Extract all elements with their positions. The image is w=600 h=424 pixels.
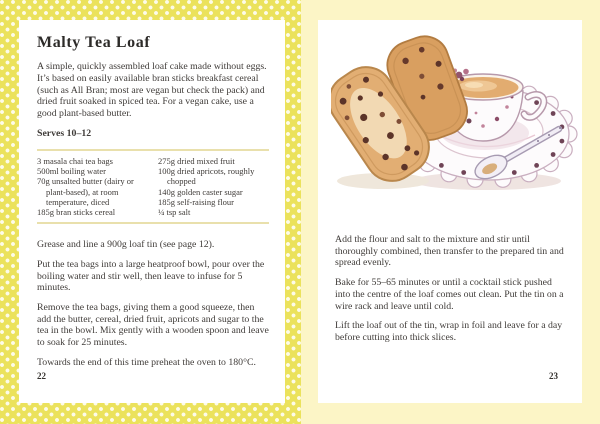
tea-loaf-illustration [318,26,582,208]
method-step: Bake for 55–65 minutes or until a cocktail stick pushed into the centre of the loaf comes out clean. Put the tin on a wire rack and leave until cold. [335,277,564,312]
ingredients-list [37,156,269,217]
ingredients-divider-top [37,149,269,151]
page-number-right: 23 [549,371,558,381]
method-step: Put the tea bags into a large heatproof bowl, pour over the boiling water and stir well, then leave to infuse for 5 minutes. [37,258,265,294]
method-step: Lift the loaf out of the tin, wrap in foil and leave for a day before cutting into thick slices. [335,320,563,343]
page-number-left: 22 [37,371,46,381]
serves-line: Serves 10–12 [37,127,92,139]
ingredient: 500ml boiling water [37,166,106,177]
left-page-content [19,20,285,403]
ingredient: 185g bran sticks cereal [37,207,116,217]
method-step: Towards the end of this time preheat the oven to 180°C. [37,356,256,368]
ingredient: 185g self-raising flour [158,196,235,207]
method-steps-right [335,234,565,344]
ingredients-column-1 [37,156,148,217]
method-step: Remove the tea bags, giving them a good squeeze, then add the butter, cereal, dried fruit, apricots and sugar to the tea in the bowl. Mix gently with a wooden spoon and leave to soak for 25 minutes. [37,302,269,349]
ingredients-column-2 [158,156,269,217]
method-step: Add the flour and salt to the mixture and stir until thoroughly combined, then transfer to the prepared tin and spread evenly. [335,234,564,269]
method-step: Grease and line a 900g loaf tin (see page 12). [37,239,215,251]
recipe-intro: A simple, quickly assembled loaf cake made without eggs. It’s based on easily available bran sticks breakfast cereal (such as All Bran; most are vegan but check the pack) and dried fruit soaked in spiced tea. For a vegan cake, use a good plant-based butter. [37,61,267,120]
tea-loaf-and-teacup-drawing [331,29,579,201]
ingredient: ¼ tsp salt [158,207,191,217]
ingredient: 3 masala chai tea bags [37,155,113,166]
ingredient: 275g dried mixed fruit [158,155,235,166]
ingredient: 140g golden caster sugar [158,186,243,197]
right-page [301,0,600,424]
recipe-title: Malty Tea Loaf [37,34,151,51]
right-page-content [318,20,582,403]
method-steps-left [37,239,269,368]
ingredient: 100g dried apricots, roughly chopped [158,166,255,187]
ingredient: 70g unsalted butter (dairy or plant-based), at room temperature, diced [37,176,134,207]
ingredients-divider-bottom [37,222,269,224]
